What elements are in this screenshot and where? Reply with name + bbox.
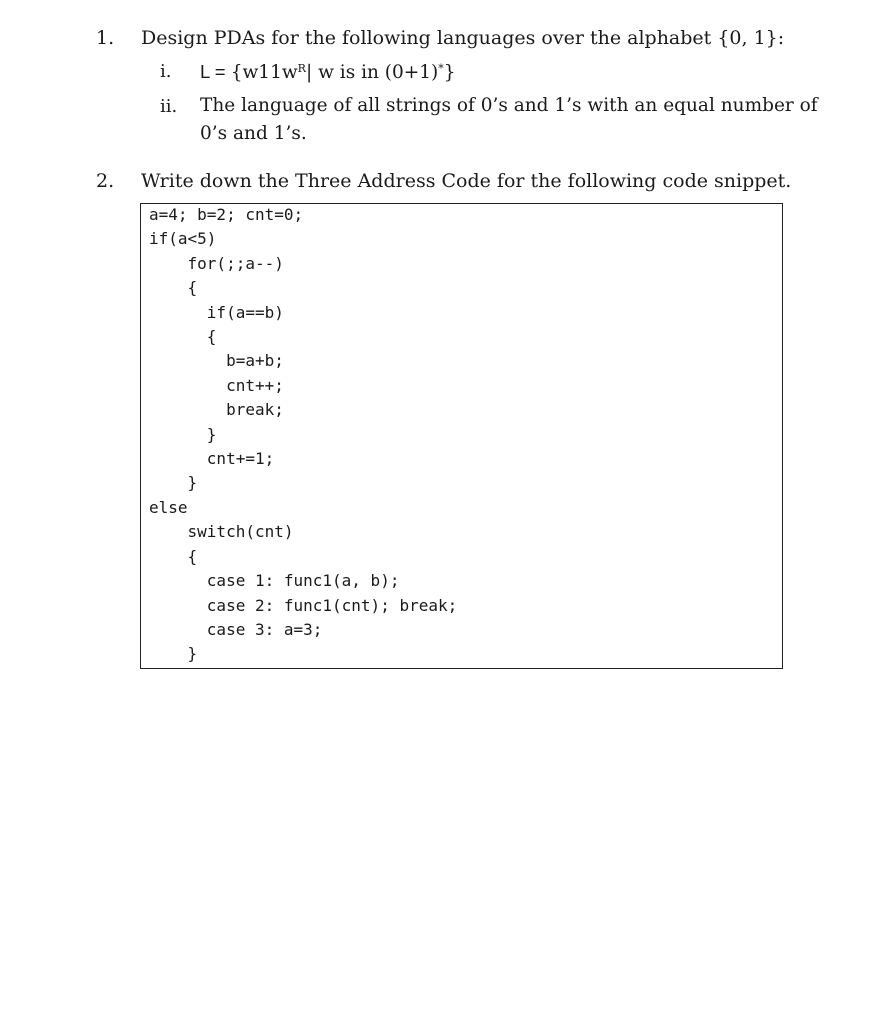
subpart-i-language xyxy=(200,58,840,87)
code-line: } xyxy=(149,473,198,493)
question-2-number: 2. xyxy=(96,170,115,192)
question-1-text: Design PDAs for the following languages over the alphabet {0, 1}: xyxy=(141,27,785,49)
code-line: } xyxy=(149,644,198,664)
code-line: { xyxy=(149,546,198,566)
lang-main: {w11w xyxy=(230,62,298,83)
lang-sup-star: * xyxy=(438,62,444,75)
code-line: if(a==b) xyxy=(149,302,284,322)
code-line: case 1: func1(a, b); xyxy=(149,571,400,591)
code-line: else xyxy=(149,497,188,517)
question-1-number: 1. xyxy=(96,27,115,49)
code-line: if(a<5) xyxy=(149,229,217,249)
question-2-text: Write down the Three Address Code for the following code snippet. xyxy=(141,170,792,192)
code-line: } xyxy=(149,424,217,444)
lang-end: } xyxy=(443,62,456,83)
code-line: case 3: a=3; xyxy=(149,619,323,639)
code-line: a=4; b=2; cnt=0; xyxy=(149,205,304,224)
lang-mid: | w is in (0+1) xyxy=(305,62,439,83)
subpart-ii-text: The language of all strings of 0’s and 1’s with an equal number of 0’s and 1’s. xyxy=(200,95,818,144)
code-line: { xyxy=(149,278,198,298)
code-line: cnt+=1; xyxy=(149,449,275,469)
code-line: for(;;a--) xyxy=(149,253,284,273)
lang-prefix: L = xyxy=(200,61,231,82)
subpart-i-number: i. xyxy=(160,61,172,82)
subpart-ii-number: ii. xyxy=(160,96,178,117)
lang-sup-r: R xyxy=(297,62,306,75)
code-line: { xyxy=(149,327,217,347)
code-snippet xyxy=(149,203,457,667)
code-line: cnt++; xyxy=(149,375,284,395)
code-line: switch(cnt) xyxy=(149,522,294,542)
code-line: case 2: func1(cnt); break; xyxy=(149,595,458,615)
code-line: break; xyxy=(149,400,284,420)
code-line: b=a+b; xyxy=(149,351,284,371)
